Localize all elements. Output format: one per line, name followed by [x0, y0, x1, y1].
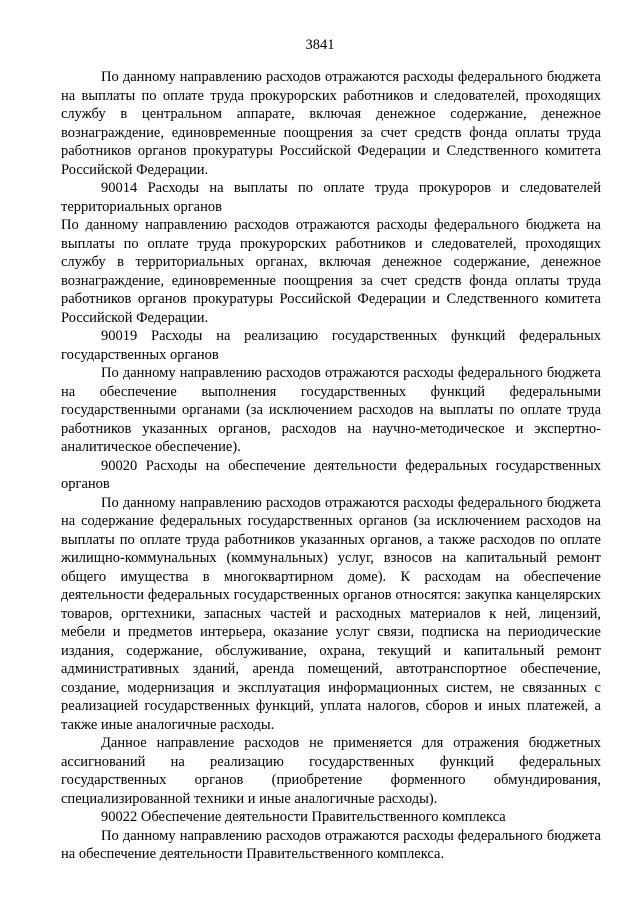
heading-90014: 90014 Расходы на выплаты по оплате труда прокуроров и следователей территориальных органов: [61, 180, 601, 215]
heading-90019: 90019 Расходы на реализацию государственных функций федеральных государственных органов: [61, 328, 601, 363]
document-body: [61, 68, 601, 864]
paragraph-state-functions: По данному направлению расходов отражаются расходы федерального бюджета на обеспечение выполнения государственных функций федеральными государственными органами (за исключением расходов на выплаты по оплате труда работников указанных органов, расходов на научно-методическое и экспертно-аналитическое обеспечение).: [61, 365, 601, 455]
page-number: 3841: [305, 37, 335, 53]
paragraph-central-apparatus: По данному направлению расходов отражаются расходы федерального бюджета на выплаты по оплате труда прокурорских работников и следователей, проходящих службу в центральном аппарате, включая денежное содержание, денежное вознаграждение, единовременные поощрения за счет средств фонда оплаты труда работников органов прокуратуры Российской Федерации и Следственного комитета Российской Федерации.: [61, 69, 601, 178]
paragraph-territorial-organs: По данному направлению расходов отражаются расходы федерального бюджета на выплаты по оплате труда прокурорских работников и следователей, проходящих службу в территориальных органах, включая денежное содержание, денежное вознаграждение, единовременные поощрения за счет средств фонда оплаты труда работников органов прокуратуры Российской Федерации и Следственного комитета Российской Федерации.: [61, 217, 601, 326]
paragraph-government-complex: По данному направлению расходов отражаются расходы федерального бюджета на обеспечение деятельности Правительственного комплекса.: [61, 827, 601, 862]
heading-90020: 90020 Расходы на обеспечение деятельности федеральных государственных органов: [61, 457, 601, 492]
paragraph-exclusion-note: Данное направление расходов не применяется для отражения бюджетных ассигнований на реализацию государственных функций федеральных государственных органов (приобретение форменного обмундирования, специализированной техники и иные аналогичные расходы).: [61, 735, 601, 807]
heading-90022: 90022 Обеспечение деятельности Правительственного комплекса: [101, 809, 506, 825]
paragraph-organs-maintenance: По данному направлению расходов отражаются расходы федерального бюджета на содержание федеральных государственных органов (за исключением расходов на выплаты по оплате труда работников указанных органов, а также расходов по оплате жилищно-коммунальных (коммунальных) услуг, взносов на капитальный ремонт общего имущества в многоквартирном доме). К расходам на обеспечение деятельности федеральных государственных органов относятся: закупка канцелярских товаров, оргтехники, запасных частей и расходных материалов к ней, лицензий, мебели и предметов интерьера, оказание услуг связи, подписка на периодические издания, содержание, обслуживание, охрана, текущий и капитальный ремонт административных зданий, аренда помещений, автотранспортное обеспечение, создание, модернизация и эксплуатация информационных систем, не связанных с реализацией государственных функций, уплата налогов, сборов и иных платежей, а также иные аналогичные расходы.: [61, 494, 601, 733]
